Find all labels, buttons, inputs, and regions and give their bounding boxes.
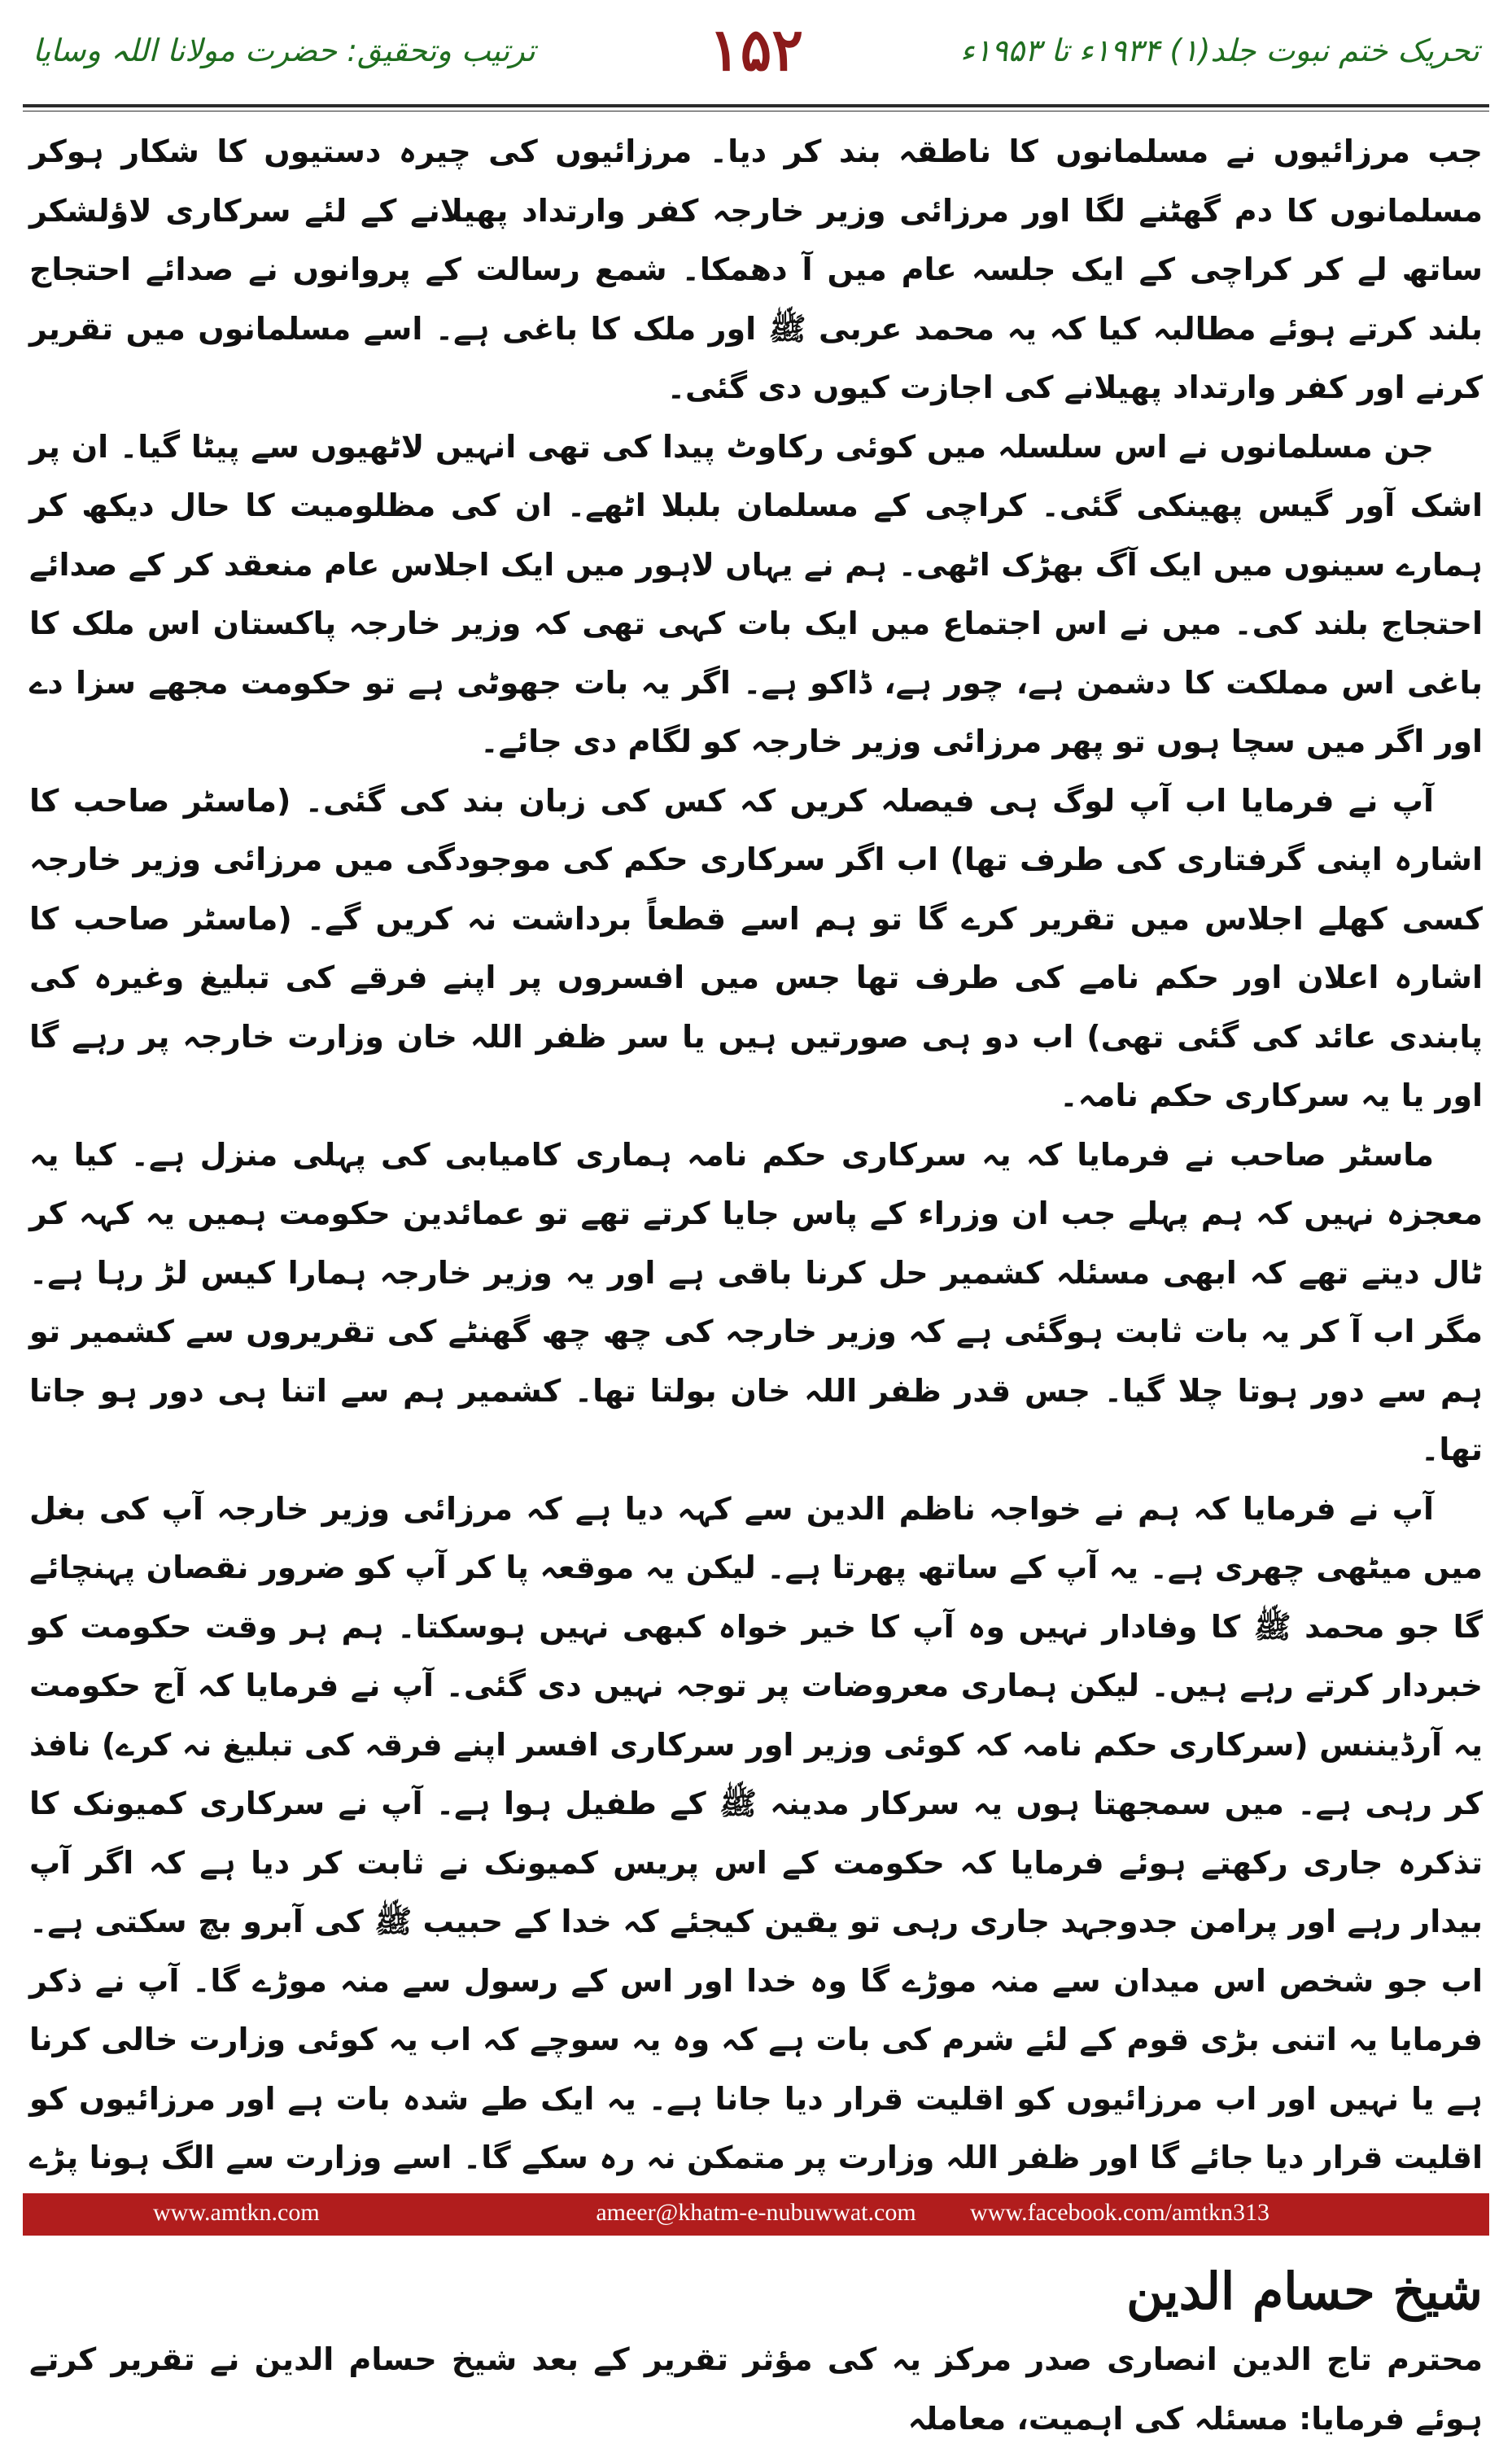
footer-website[interactable]: www.amtkn.com [153,2199,320,2226]
header-divider [23,104,1489,107]
footer-facebook[interactable]: www.facebook.com/amtkn313 [970,2199,1269,2226]
body-paragraph: ماسٹر صاحب نے فرمایا کہ یہ سرکاری حکم نامہ ہماری کامیابی کی پہلی منزل ہے۔ کیا یہ معجزہ نہیں کہ ہم پہلے جب ان وزراء کے پاس جایا کرتے تھے تو عمائدین حکومت ہمیں یہ کہہ کر ٹال دیتے تھے کہ ابھی مسئلہ کشمیر حل کرنا باقی ہے اور یہ وزیر خارجہ ہمارا کیس لڑ رہا ہے۔ مگر اب آ کر یہ بات ثابت ہوگئی ہے کہ وزیر خارجہ کی چھ چھ گھنٹے کی تقریروں سے کشمیر تو ہم سے دور ہوتا چلا گیا۔ جس قدر ظفر اللہ خان بولتا تھا۔ کشمیر ہم سے اتنا ہی دور ہو جاتا تھا۔ [29,1136,1483,1467]
page-header [0,0,1512,110]
body-paragraph: آپ نے فرمایا کہ ہم نے خواجہ ناظم الدین سے کہہ دیا ہے کہ مرزائی وزیر خارجہ آپ کی بغل میں میٹھی چھری ہے۔ یہ آپ کے ساتھ پھرتا ہے۔ لیکن یہ موقعہ پا کر آپ کو ضرور نقصان پہنچائے گا جو محمد ﷺ کا وفادار نہیں وہ آپ کا خیر خواہ کبھی نہیں ہوسکتا۔ ہم ہر وقت حکومت کو خبردار کرتے رہے ہیں۔ لیکن ہماری معروضات پر توجہ نہیں دی گئی۔ آپ نے فرمایا کہ آج حکومت یہ آرڈیننس (سرکاری حکم نامہ کہ کوئی وزیر اور سرکاری افسر اپنے فرقہ کی تبلیغ نہ کرے) نافذ کر رہی ہے۔ میں سمجھتا ہوں یہ سرکار مدینہ ﷺ کے طفیل ہوا ہے۔ آپ نے سرکاری کمیونک کا تذکرہ جاری رکھتے ہوئے فرمایا کہ حکومت کے اس پریس کمیونک نے ثابت کر دیا ہے کہ اگر آپ بیدار رہے اور پرامن جدوجہد جاری رہی تو یقین کیجئے کہ خدا کے حبیب ﷺ کی آبرو بچ سکتی ہے۔ اب جو شخص اس میدان سے منہ موڑے گا وہ خدا اور اس کے رسول سے منہ موڑے گا۔ آپ نے ذکر فرمایا یہ اتنی بڑی قوم کے لئے شرم کی بات ہے کہ وہ یہ سوچے کہ اب یہ کوئی وزارت خالی کرنا ہے یا نہیں اور اب مرزائیوں کو اقلیت قرار دیا جانا ہے۔ یہ ایک طے شدہ بات ہے اور مرزائیوں کو اقلیت قرار دیا جائے گا اور ظفر اللہ وزارت پر متمکن نہ رہ سکے گا۔ اسے وزارت سے الگ ہونا پڑے [29,1490,1483,2175]
page-footer [23,2193,1489,2236]
body-paragraph: آپ نے فرمایا اب آپ لوگ ہی فیصلہ کریں کہ کس کی زبان بند کی گئی۔ (ماسٹر صاحب کا اشارہ اپنی گرفتاری کی طرف تھا) اب اگر سرکاری حکم کی موجودگی میں مرزائی وزیر خارجہ کسی کھلے اجلاس میں تقریر کرے گا تو ہم اسے قطعاً برداشت نہ کریں گے۔ (ماسٹر صاحب کا اشارہ اعلان اور حکم نامے کی طرف تھا جس میں افسروں پر اپنے فرقے کی تبلیغ وغیرہ کی پابندی عائد کی گئی تھی) اب دو ہی صورتیں ہیں یا سر ظفر اللہ خان وزارت خارجہ پر رہے گا اور یا یہ سرکاری حکم نامہ۔ [29,782,1483,1113]
section-intro: محترم تاج الدین انصاری صدر مرکز یہ کی مؤثر تقریر کے بعد شیخ حسام الدین نے تقریر کرتے ہوئے فرمایا: مسئلہ کی اہمیت، معاملہ [29,2341,1483,2437]
footer-email[interactable]: ameer@khatm-e-nubuwwat.com [596,2199,916,2226]
section-heading: شیخ حسام الدین [1126,2262,1483,2321]
book-title: تحریک ختم نبوت جلد(۱) ۱۹۳۴ء تا ۱۹۵۳ء [959,33,1479,68]
body-paragraph: جب مرزائیوں نے مسلمانوں کا ناطقہ بند کر دیا۔ مرزائیوں کی چیرہ دستیوں کا شکار ہوکر مسلمانوں کا دم گھٹنے لگا اور مرزائی وزیر خارجہ کفر وارتداد پھیلانے کے لئے سرکاری لاؤلشکر ساتھ لے کر کراچی کے ایک جلسہ عام میں آ دھمکا۔ شمع رسالت کے پروانوں نے صدائے احتجاج بلند کرتے ہوئے مطالبہ کیا کہ یہ محمد عربی ﷺ اور ملک کا باغی ہے۔ اسے مسلمانوں میں تقریر کرنے اور کفر وارتداد پھیلانے کی اجازت کیوں دی گئی۔ [29,133,1483,405]
body-paragraph: جن مسلمانوں نے اس سلسلہ میں کوئی رکاوٹ پیدا کی تھی انہیں لاٹھیوں سے پیٹا گیا۔ ان پر اشک آور گیس پھینکی گئی۔ کراچی کے مسلمان بلبلا اٹھے۔ ان کی مظلومیت کا حال دیکھ کر ہمارے سینوں میں ایک آگ بھڑک اٹھی۔ ہم نے یہاں لاہور میں ایک اجلاس عام منعقد کر کے صدائے احتجاج بلند کی۔ میں نے اس اجتماع میں ایک بات کہی تھی کہ وزیر خارجہ پاکستان اس ملک کا باغی اس مملکت کا دشمن ہے، چور ہے، ڈاکو ہے۔ اگر یہ بات جھوٹی ہے تو حکومت مجھے سزا دے اور اگر میں سچا ہوں تو پھر مرزائی وزیر خارجہ کو لگام دی جائے۔ [29,428,1483,759]
page-number: ۱۵۲ [708,15,803,84]
compiler-credit: ترتیب وتحقیق: حضرت مولانا اللہ وسایا [33,33,535,68]
